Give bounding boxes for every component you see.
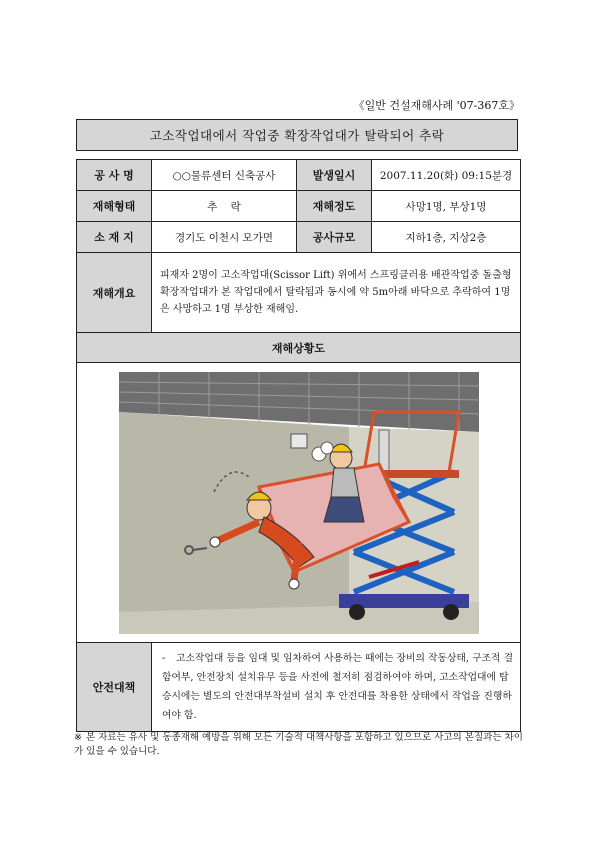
project-value: ○○물류센터 신축공사 [152, 160, 297, 191]
case-number: 《일반 건설재해사례 '07-367호》 [353, 99, 520, 112]
illustration-cell [77, 363, 521, 643]
severity-label: 재해정도 [297, 191, 372, 222]
title-text: 고소작업대에서 작업중 확장작업대가 탈락되어 추락 [149, 128, 445, 143]
measures-bullet: - [162, 653, 166, 664]
overview-label: 재해개요 [77, 253, 152, 333]
location-label: 소 재 지 [77, 222, 152, 253]
type-label: 재해형태 [77, 191, 152, 222]
measures-cell [152, 643, 521, 732]
electrical-box [291, 434, 307, 448]
table-row [77, 643, 521, 732]
measures-label: 안전대책 [77, 643, 152, 732]
footnote [74, 731, 524, 759]
table-row [77, 363, 521, 643]
accident-info-table [76, 159, 521, 732]
location-value: 경기도 이천시 모가면 [152, 222, 297, 253]
scale-value: 지하1층, 지상2층 [372, 222, 521, 253]
measures-text: 고소작업대 등을 임대 및 임차하여 사용하는 때에는 장비의 작동상태, 구조적 결함여부, 안전장치 설치유무 등을 사전에 철저히 점검하여야 하며, 고소작업대에 탑승시에는 별도의 안전대부착설비 설치 후 안전대를 착용한 상태에서 작업을 진행하여야 함. [162, 653, 514, 721]
table-row [77, 191, 521, 222]
note-text: 본 자료는 유사 및 동종재해 예방을 위해 모든 기술적 대책사항을 포함하고 있으므로 사고의 본질과는 차이가 있을 수 있습니다. [74, 732, 523, 757]
accident-illustration [119, 372, 479, 634]
table-row [77, 222, 521, 253]
note-mark: ※ [74, 732, 82, 743]
table-row [77, 333, 521, 363]
table-row [77, 160, 521, 191]
table-row [77, 253, 521, 333]
worker-body [331, 468, 359, 497]
page-title [76, 119, 518, 151]
wheel [443, 604, 459, 620]
severity-value: 사망1명, 부상1명 [372, 191, 521, 222]
wheel [349, 604, 365, 620]
overview-text: 피재자 2명이 고소작업대(Scissor Lift) 위에서 스프링클러용 배관작업중 돌출형 확장작업대가 본 작업대에서 탈락됨과 동시에 약 5m아래 바닥으로 추락하여 1명은 사망하고 1명 부상한 재해임. [152, 253, 521, 333]
project-label: 공 사 명 [77, 160, 152, 191]
date-label: 발생일시 [297, 160, 372, 191]
type-value: 추 락 [152, 191, 297, 222]
situation-label: 재해상황도 [77, 333, 521, 363]
scale-label: 공사규모 [297, 222, 372, 253]
date-value: 2007.11.20(화) 09:15분경 [372, 160, 521, 191]
